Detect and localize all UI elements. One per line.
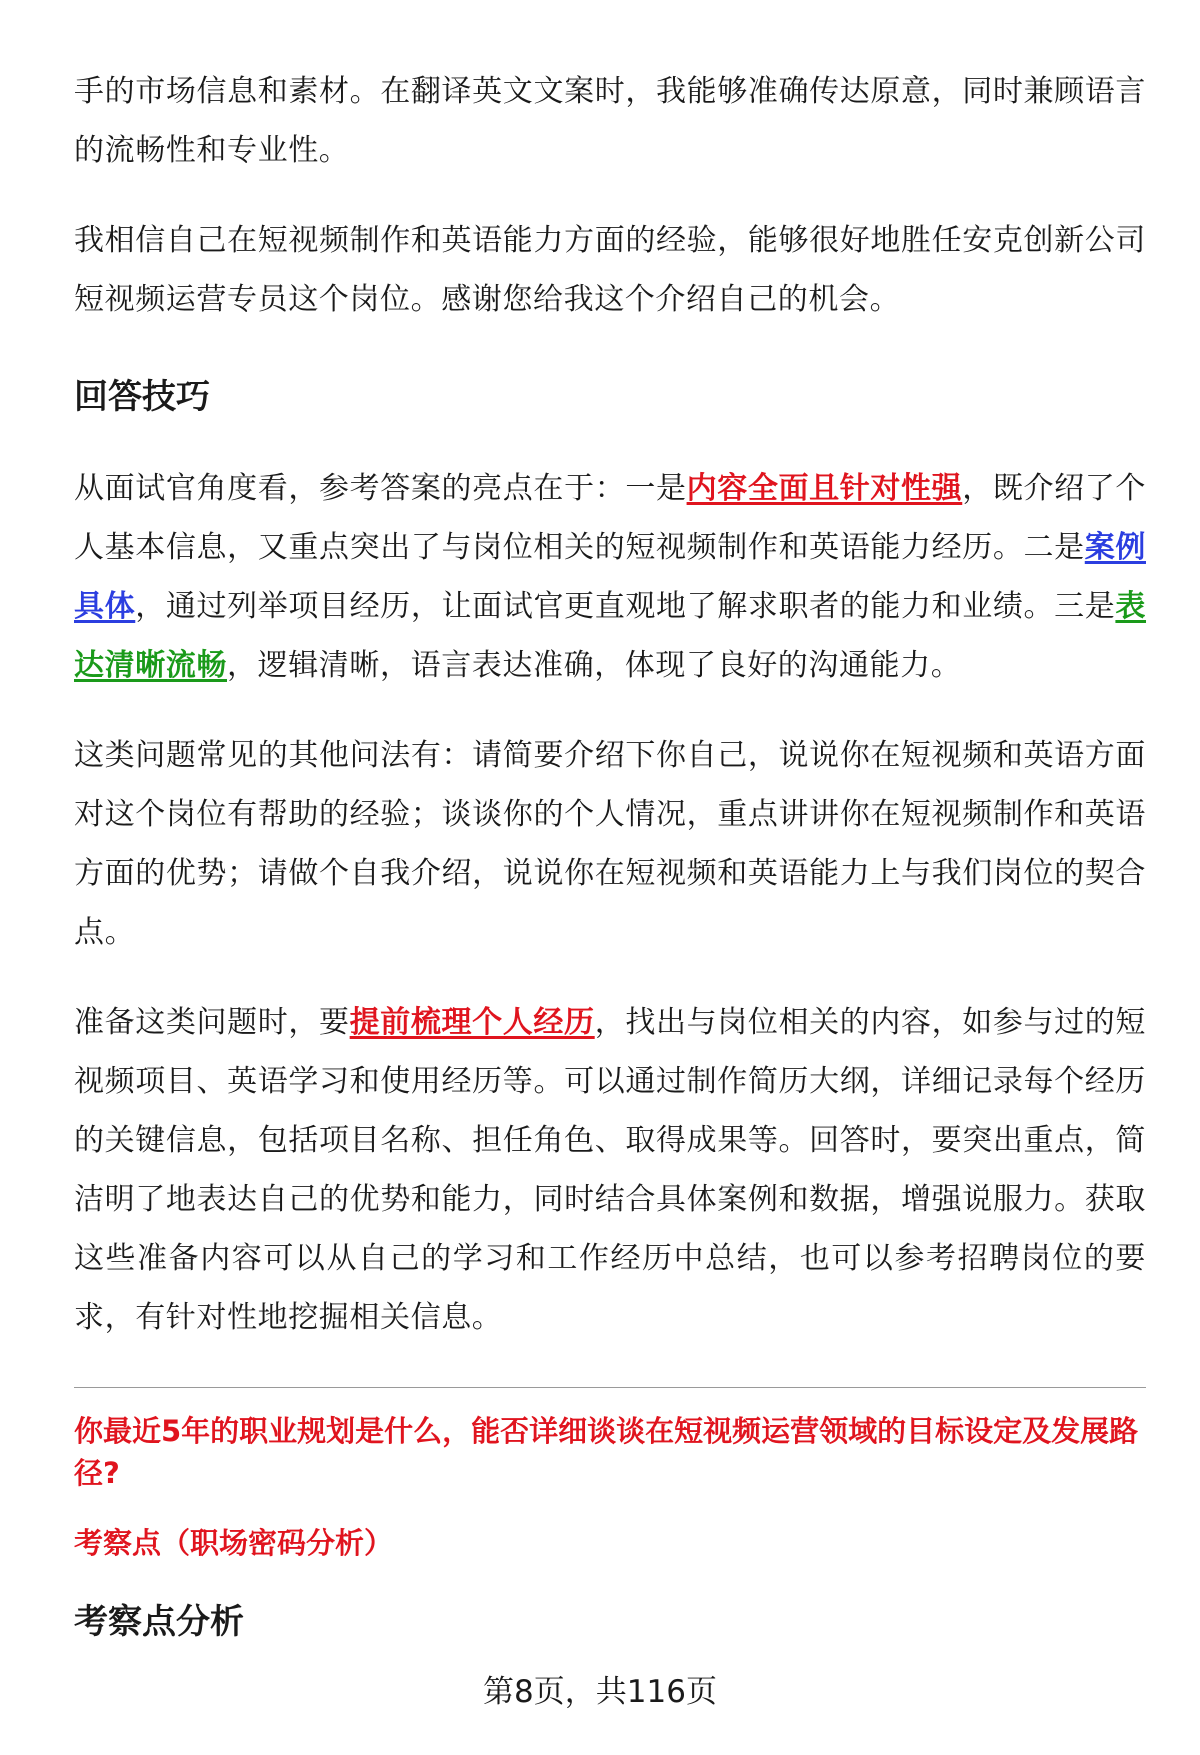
highlight-specific-cases: 案例具体 [74,530,1146,624]
text-run: ，逻辑清晰，语言表达准确，体现了良好的沟通能力。 [227,648,962,683]
text-run: ，既介绍了个人基本信息，又重点突出了与岗位相关的短视频制作和英语能力经历。二是 [74,471,1146,565]
tips-paragraph-alternatives: 这类问题常见的其他问法有：请简要介绍下你自己，说说你在短视频和英语方面对这个岗位有帮助的经验；谈谈你的个人情况，重点讲讲你在短视频制作和英语方面的优势；请做个自我介绍，说说你在短视频和英语能力上与我们岗位的契合点。 [74,738,1146,950]
section-heading-answer-tips: 回答技巧 [74,377,210,417]
tips-paragraph-highlights [74,459,1146,695]
paragraph: 我相信自己在短视频制作和英语能力方面的经验，能够很好地胜任安克创新公司短视频运营专员这个岗位。感谢您给我这个介绍自己的机会。 [74,223,1146,317]
page-indicator: 第8页，共116页 [483,1674,717,1710]
question-title: 你最近5年的职业规划是什么，能否详细谈谈在短视频运营领域的目标设定及发展路径? [74,1414,1139,1490]
highlight-clear-expression: 表达清晰流畅 [74,589,1147,683]
text-run: ，通过列举项目经历，让面试官更直观地了解求职者的能力和业绩。三是 [135,589,1116,624]
text-run: ，找出与岗位相关的内容，如参与过的短视频项目、英语学习和使用经历等。可以通过制作简历大纲，详细记录每个经历的关键信息，包括项目名称、担任角色、取得成果等。回答时，要突出重点，简洁明了地表达自己的优势和能力，同时结合具体案例和数据，增强说服力。获取这些准备内容可以从自己的学习和工作经历中总结，也可以参考招聘岗位的要求，有针对性地挖掘相关信息。 [74,1005,1146,1335]
highlight-sort-experience: 提前梳理个人经历 [349,1005,595,1040]
highlight-comprehensive: 内容全面且针对性强 [686,471,963,506]
tips-paragraph-preparation [74,993,1146,1347]
document-page [74,62,1146,1684]
text-run: 从面试官角度看，参考答案的亮点在于：一是 [74,471,687,506]
question-subtitle: 考察点（职场密码分析） [74,1526,394,1560]
text-run: 准备这类问题时，要 [74,1005,350,1040]
section-heading-analysis: 考察点分析 [74,1602,244,1642]
paragraph: 手的市场信息和素材。在翻译英文文案时，我能够准确传达原意，同时兼顾语言的流畅性和专业性。 [74,74,1146,168]
section-divider [74,1387,1146,1388]
